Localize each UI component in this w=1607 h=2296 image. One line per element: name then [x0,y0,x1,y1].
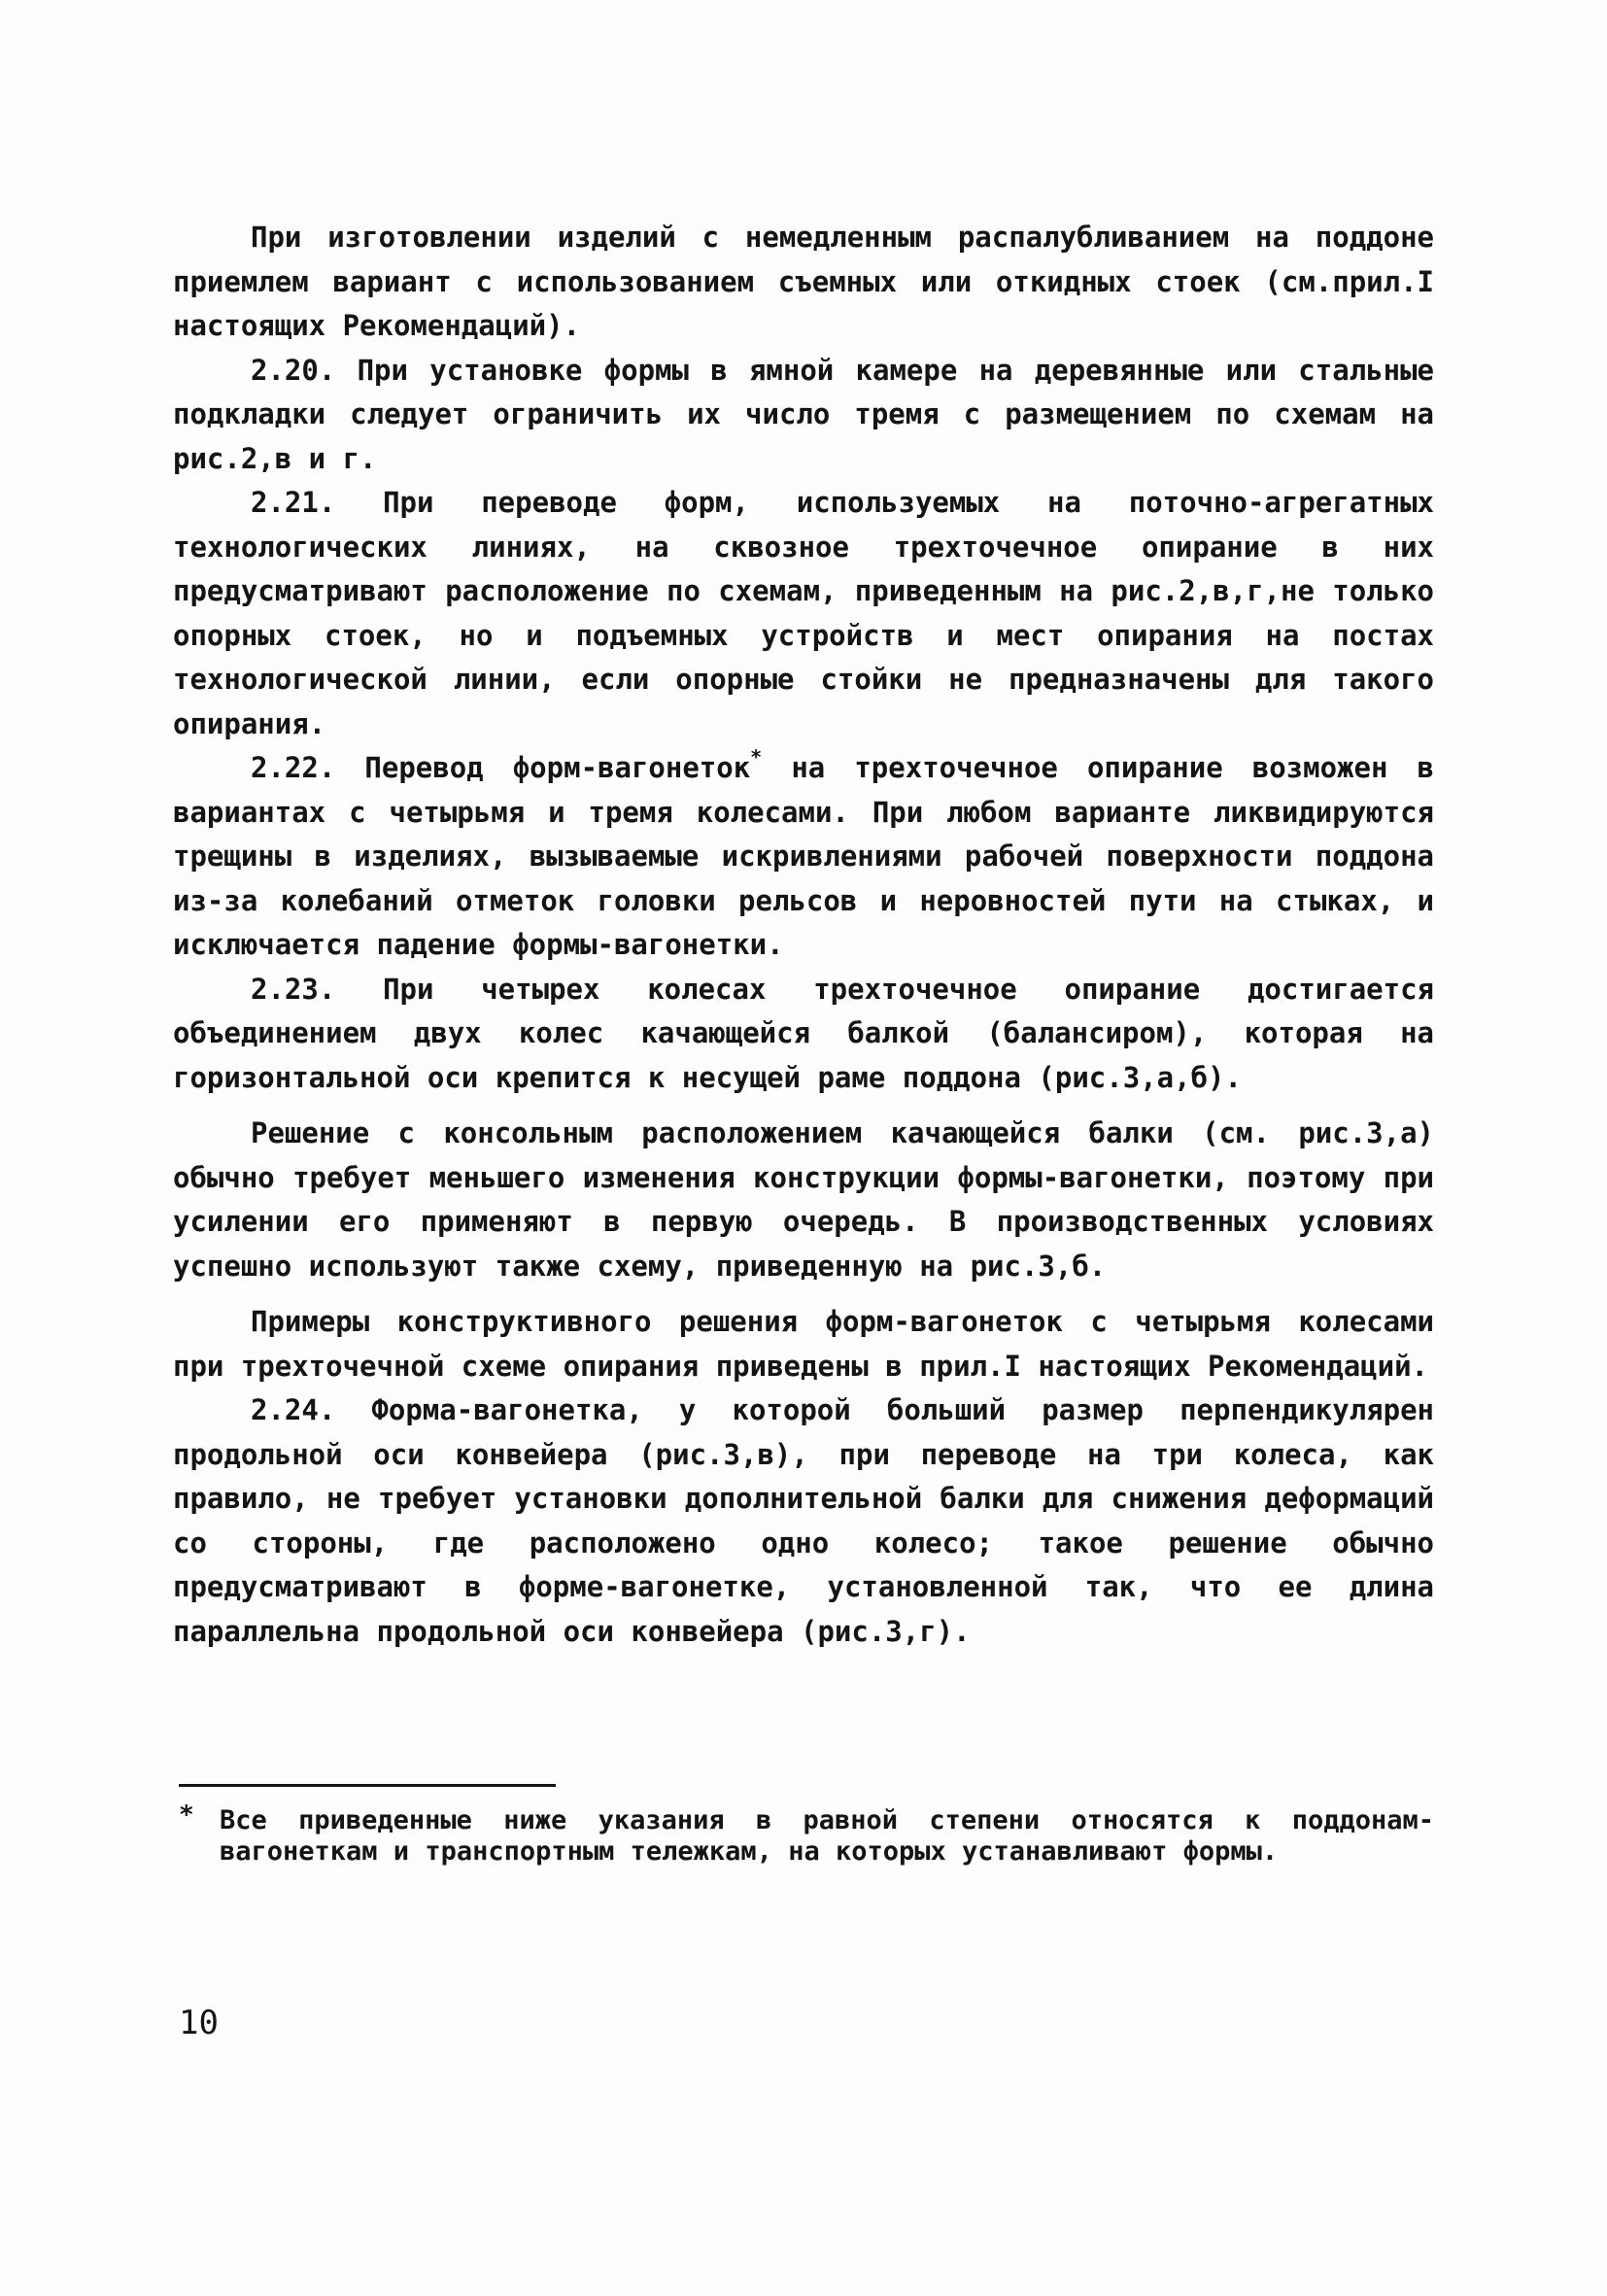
paragraph-2-24: 2.24. Форма-вагонетка, у которой больший размер перпендикулярен продольной оси конвейера (рис.3,в), при переводе на три колеса, как правило, не требует установки дополнительной балки для снижения деформаций со стороны, где расположено одно колесо; такое решение обычно предусматривают в форме-вагонетке, установленной так, что ее длина параллельна продольной оси конвейера (рис.3,г). [173,1393,1434,1648]
footnote [179,1800,1434,1868]
footnote-reference-mark: * [750,745,763,769]
paragraph-2-22 [173,746,1434,968]
paragraph-cantilever-solution: Решение с консольным расположением качающейся балки (см. рис.3,а) обычно требует меньшего изменения конструкции формы-вагонетки, поэтому при усилении его применяют в первую очередь. В производственных условиях успешно используют также схему, приведенную на рис.3,б. [173,1116,1434,1283]
paragraph-2-21: 2.21. При переводе форм, используемых на поточно-агрегатных технологических линиях, на сквозное трехточечное опирание в них предусматривают расположение по схемам, приведенным на рис.2,в,г,не только опорных стоек, но и подъемных устройств и мест опирания на постах технологической линии, если опорные стойки не предназначены для такого опирания. [173,486,1434,740]
footnote-separator [179,1784,556,1787]
footnote-text: Все приведенные ниже указания в равной степени относятся к поддонам-вагонеткам и транспортным тележкам, на которых устанавливают формы. [220,1805,1434,1867]
paragraph-2-22-start: 2.22. Перевод форм-вагонеток [251,751,751,784]
body-text [173,216,1434,1654]
footnote-mark: * [179,1800,194,1830]
paragraph-2-20: 2.20. При установке формы в ямной камере на деревянные или стальные подкладки следует ограничить их число тремя с размещением по схемам на рис.2,в и г. [173,353,1434,475]
paragraph-2-22-rest: на трехточечное опирание возможен в вариантах с четырьмя и тремя колесами. При любом варианте ликвидируются трещины в изделиях, вызываемые искривлениями рабочей поверхности поддона из-за колебаний отметок головки рельсов и неровностей пути на стыках, и исключается падение формы-вагонетки. [173,751,1434,961]
paragraph-examples: Примеры конструктивного решения форм-вагонеток с четырьмя колесами при трехточечной схеме опирания приведены в прил.I настоящих Рекомендаций. [173,1305,1434,1383]
paragraph-2-23: 2.23. При четырех колесах трехточечное опирание достигается объединением двух колес качающейся балкой (балансиром), которая на горизонтальной оси крепится к несущей раме поддона (рис.3,а,б). [173,972,1434,1094]
paragraph-intro: При изготовлении изделий с немедленным распалубливанием на поддоне приемлем вариант с использованием съемных или откидных стоек (см.прил.I настоящих Рекомендаций). [173,221,1434,342]
page-number: 10 [179,2004,219,2042]
